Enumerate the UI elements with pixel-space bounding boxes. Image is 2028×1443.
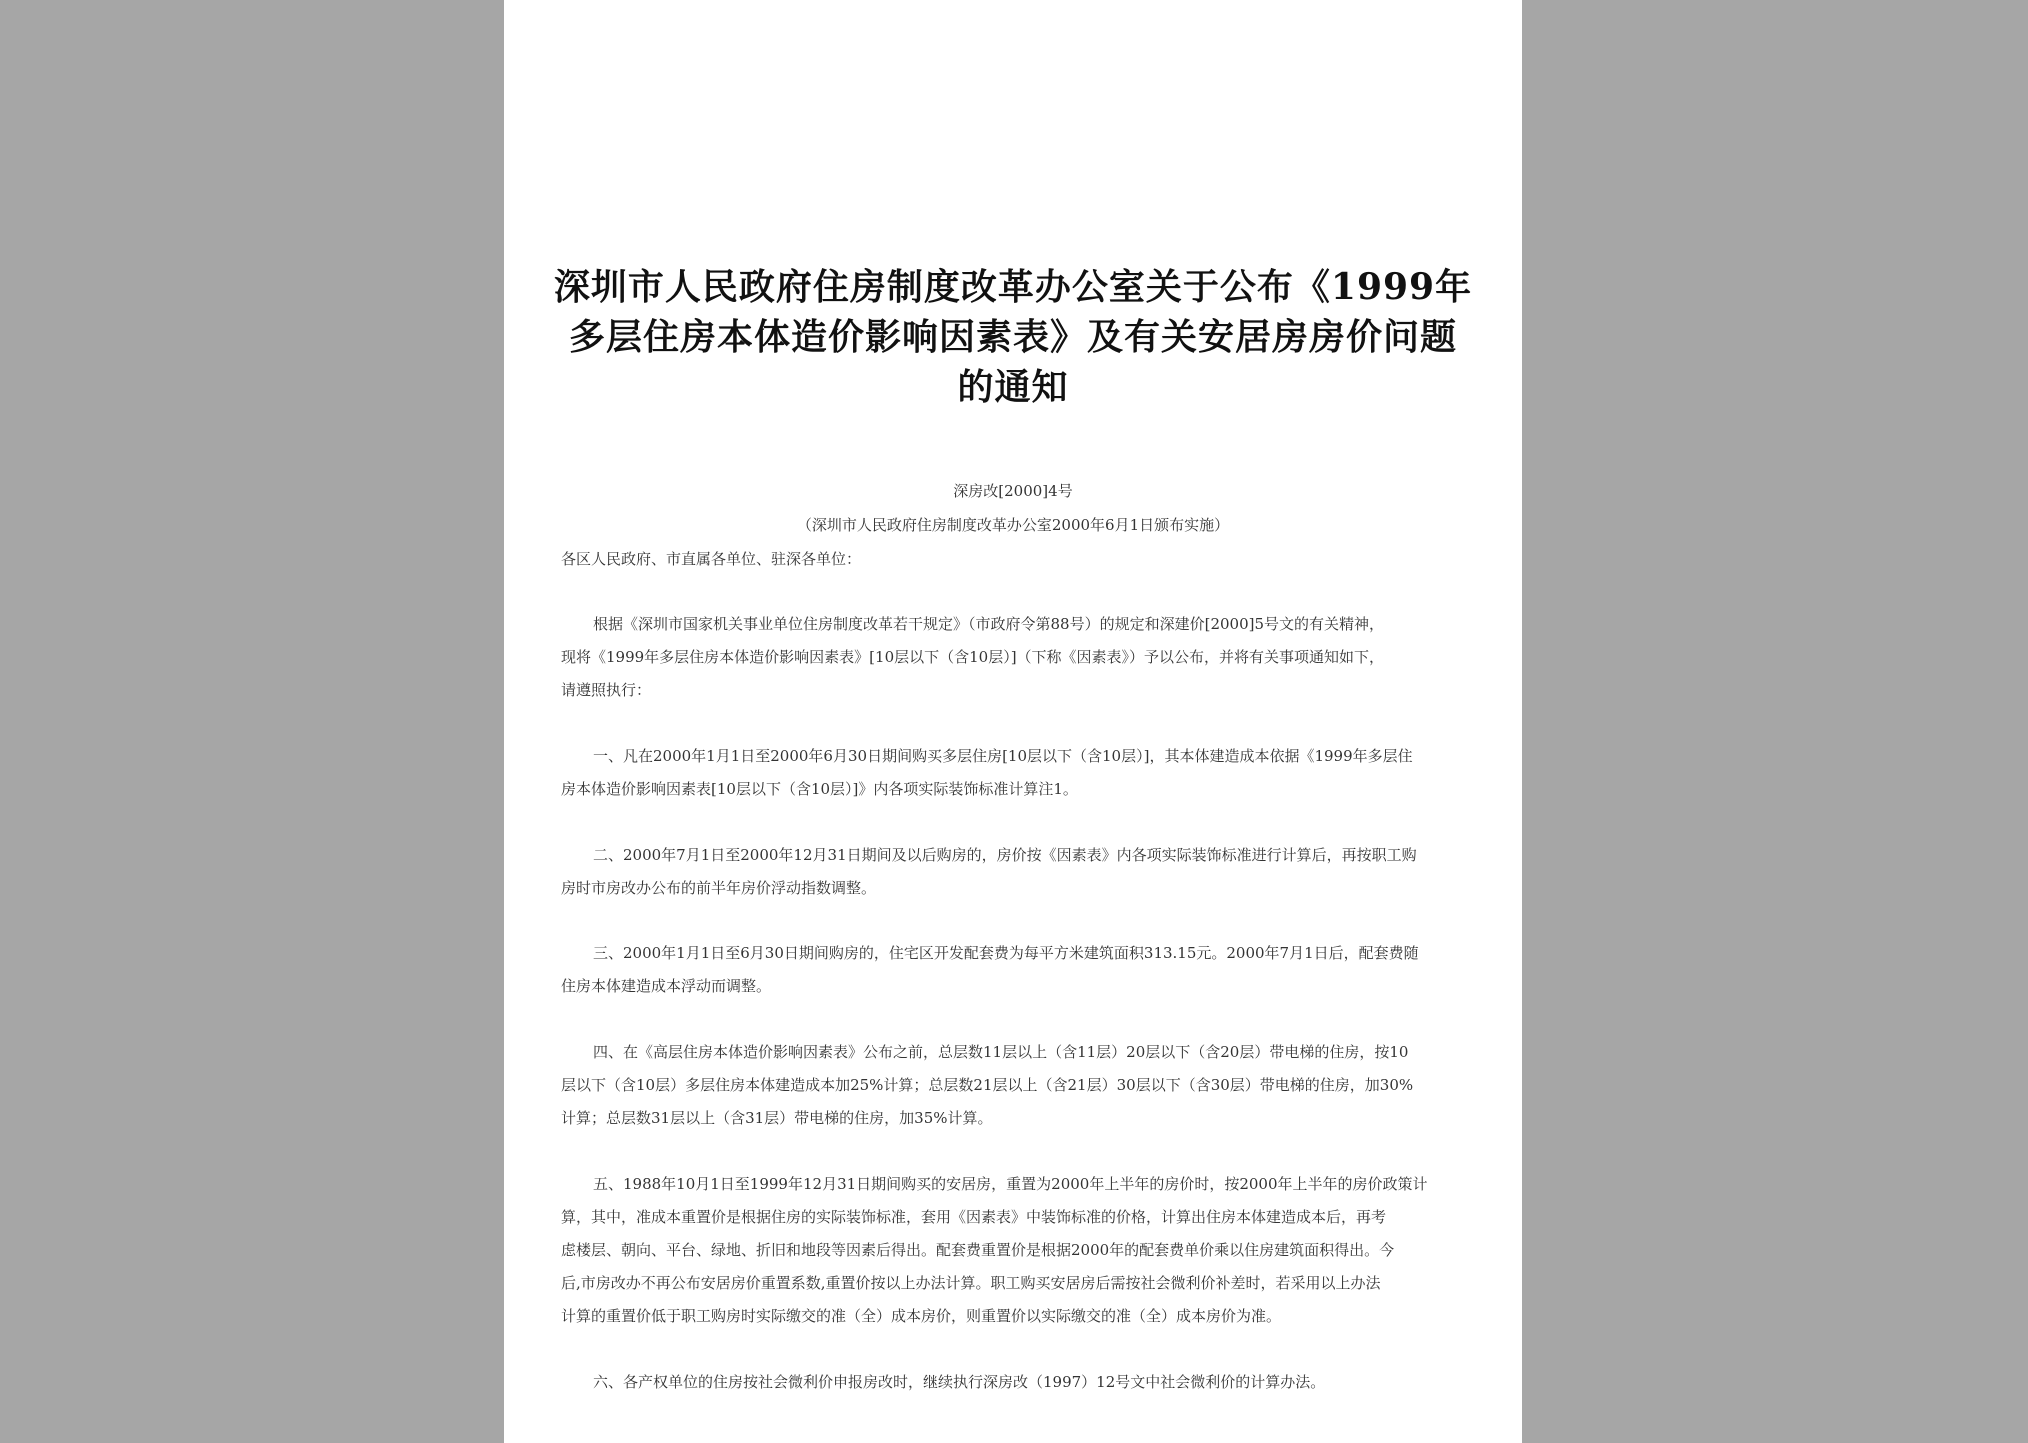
- paragraph-line: 住房本体建造成本浮动而调整。: [561, 977, 772, 995]
- paragraph-item-5: [561, 1168, 1471, 1333]
- paragraph-line: 房本体造价影响因素表[10层以下（含10层）]》内各项实际装饰标准计算注1。: [561, 780, 1078, 798]
- paragraph-line: 根据《深圳市国家机关事业单位住房制度改革若干规定》（市政府令第88号）的规定和深建价[2000]5号文的有关精神，: [593, 615, 1385, 633]
- paragraph-item-2: [561, 839, 1471, 905]
- paragraph-line: 算，其中，准成本重置价是根据住房的实际装饰标准，套用《因素表》中装饰标准的价格，计算出住房本体建造成本后，再考: [561, 1208, 1387, 1226]
- paragraph-line: 二、2000年7月1日至2000年12月31日期间及以后购房的，房价按《因素表》内各项实际装饰标准进行计算后，再按职工购: [593, 846, 1417, 864]
- paragraph-line: 虑楼层、朝向、平台、绿地、折旧和地段等因素后得出。配套费重置价是根据2000年的配套费单价乘以住房建筑面积得出。今: [561, 1241, 1395, 1259]
- title-line: 深圳市人民政府住房制度改革办公室关于公布《1999年: [553, 266, 1473, 308]
- salutation: 各区人民政府、市直属各单位、驻深各单位：: [561, 550, 862, 568]
- title-line: 多层住房本体造价影响因素表》及有关安居房房价问题: [568, 316, 1457, 358]
- paragraph-line: 请遵照执行：: [561, 681, 652, 699]
- paragraph-line: 房时市房改办公布的前半年房价浮动指数调整。: [561, 879, 877, 897]
- document-page: [504, 0, 1522, 1443]
- title-line: 的通知: [957, 366, 1069, 408]
- paragraph-line: 六、各产权单位的住房按社会微利价申报房改时，继续执行深房改（1997）12号文中社会微利价的计算办法。: [593, 1373, 1326, 1391]
- paragraph-line: 四、在《高层住房本体造价影响因素表》公布之前，总层数11层以上（含11层）20层以下（含20层）带电梯的住房，按10: [593, 1043, 1409, 1061]
- paragraph-line: 一、凡在2000年1月1日至2000年6月30日期间购买多层住房[10层以下（含10层）]，其本体建造成本依据《1999年多层住: [593, 747, 1413, 765]
- document-number: 深房改[2000]4号: [953, 482, 1073, 500]
- paragraph-item-3: [561, 937, 1471, 1003]
- paragraph-item-4: [561, 1036, 1471, 1135]
- paragraph-line: 五、1988年10月1日至1999年12月31日期间购买的安居房，重置为2000年上半年的房价时，按2000年上半年的房价政策计: [593, 1175, 1428, 1193]
- paragraph-item-6: [561, 1366, 1471, 1399]
- document-title: [504, 262, 1522, 412]
- paragraph-line: 后,市房改办不再公布安居房价重置系数,重置价按以上办法计算。职工购买安居房后需按社会微利价补差时，若采用以上办法: [561, 1274, 1381, 1292]
- paragraph-line: 三、2000年1月1日至6月30日期间购房的，住宅区开发配套费为每平方米建筑面积313.15元。2000年7月1日后，配套费随: [593, 944, 1419, 962]
- paragraph-line: 计算；总层数31层以上（含31层）带电梯的住房，加35%计算。: [561, 1109, 993, 1127]
- paragraph-item-1: [561, 740, 1471, 806]
- paragraph-intro: [561, 608, 1471, 707]
- paragraph-line: 层以下（含10层）多层住房本体建造成本加25%计算；总层数21层以上（含21层）30层以下（含30层）带电梯的住房，加30%: [561, 1076, 1414, 1094]
- paragraph-line: 计算的重置价低于职工购房时实际缴交的准（全）成本房价，则重置价以实际缴交的准（全）成本房价为准。: [561, 1307, 1282, 1325]
- issuer-note: （深圳市人民政府住房制度改革办公室2000年6月1日颁布实施）: [796, 516, 1230, 534]
- paragraph-line: 现将《1999年多层住房本体造价影响因素表》[10层以下（含10层）]（下称《因素表》）予以公布，并将有关事项通知如下，: [561, 648, 1385, 666]
